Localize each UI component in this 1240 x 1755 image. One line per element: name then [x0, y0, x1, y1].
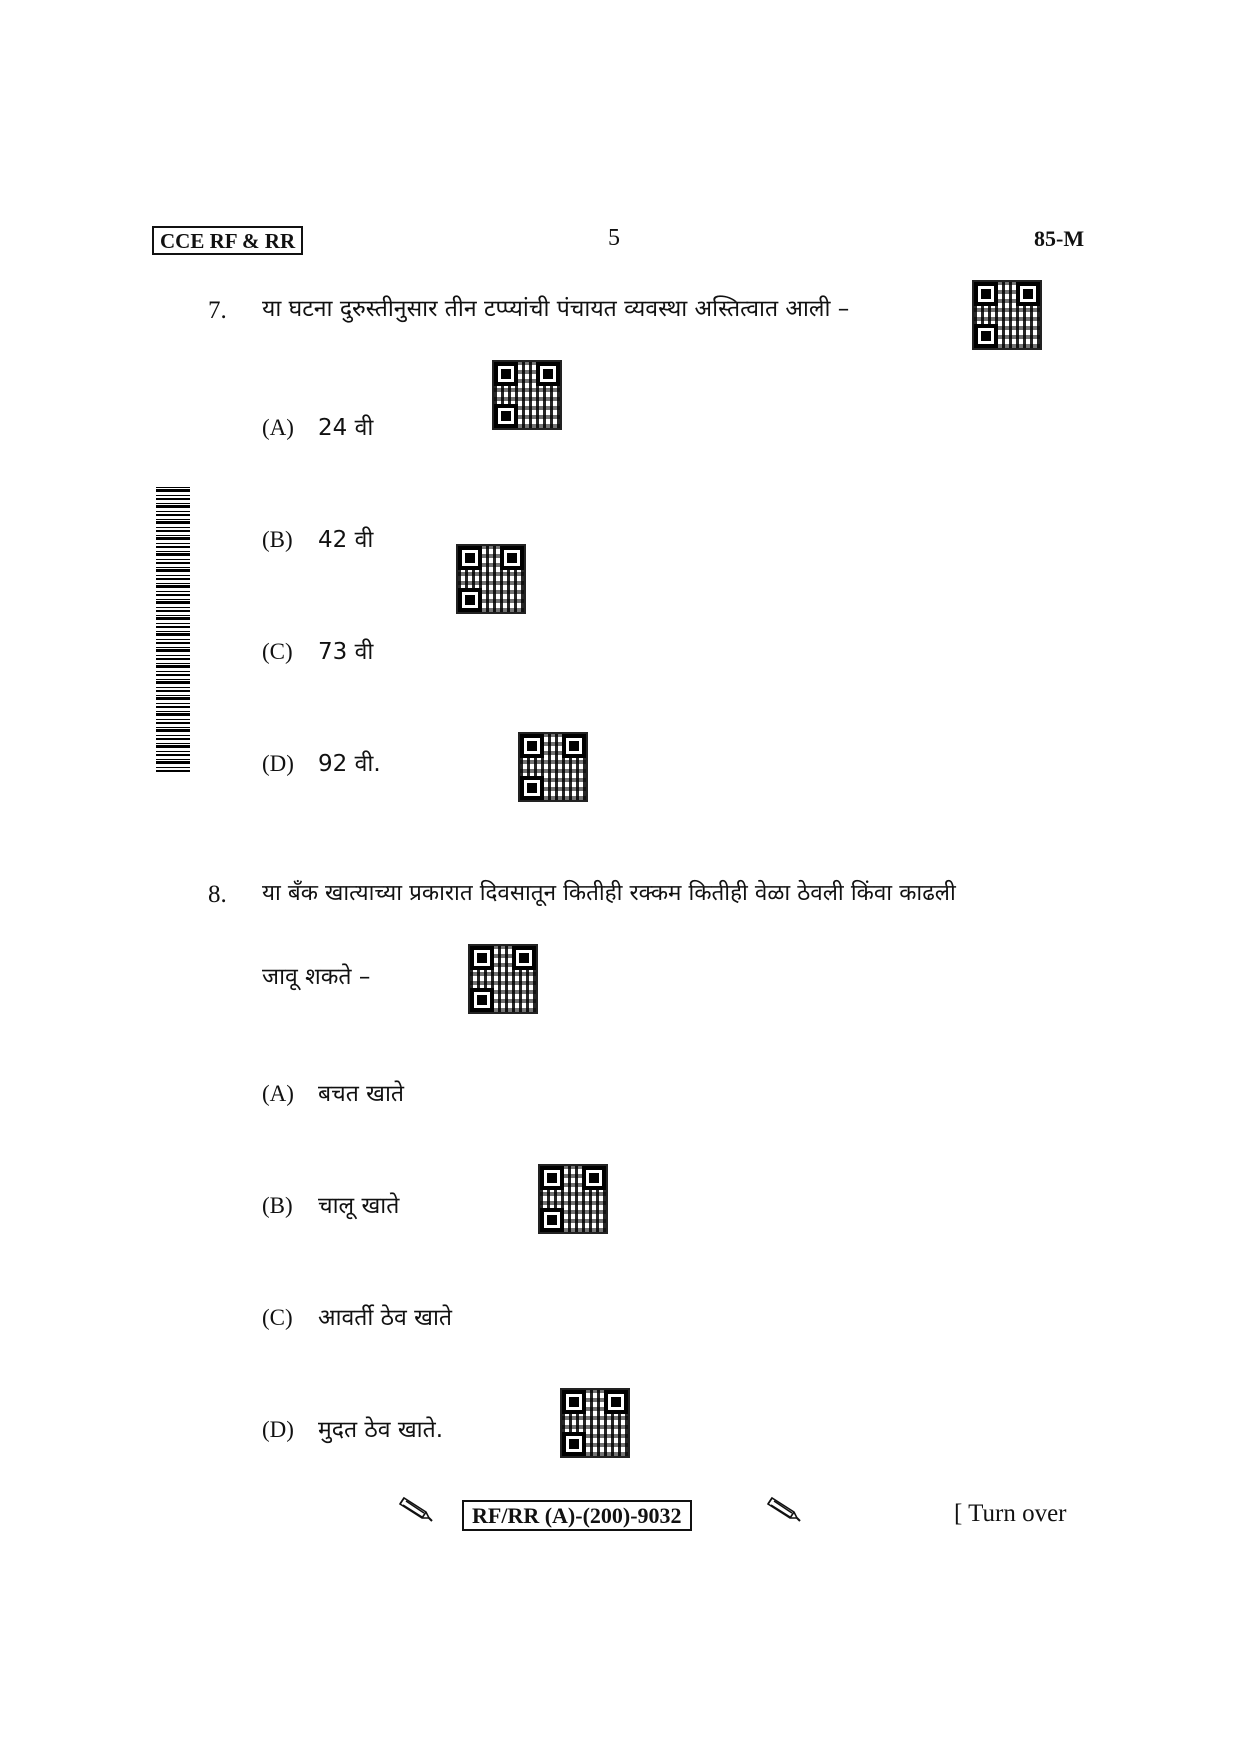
option-text: बचत खाते [318, 1081, 405, 1107]
question-8-option-c[interactable] [262, 1300, 452, 1332]
question-8-option-b[interactable] [262, 1188, 399, 1220]
question-7-option-b[interactable] [262, 522, 373, 554]
footer-code: RF/RR (A)-(200)-9032 [462, 1500, 692, 1531]
option-text: चालू खाते [318, 1193, 400, 1219]
option-text: आवर्ती ठेव खाते [318, 1305, 453, 1331]
paper-code: 85-M [1034, 226, 1085, 251]
turn-over-note: [ Turn over [954, 1500, 1067, 1527]
qr-code-icon [972, 280, 1042, 350]
option-text: 92 वी. [318, 751, 381, 777]
qr-code-icon [492, 360, 562, 430]
question-7-option-c[interactable] [262, 634, 373, 666]
qr-code-icon [538, 1164, 608, 1234]
option-label: (D) [262, 751, 294, 776]
qr-code-icon [456, 544, 526, 614]
barcode-icon [156, 484, 190, 772]
question-8-text-line1: या बँक खात्याच्या प्रकारात दिवसातून कितीही रक्कम कितीही वेळा ठेवली किंवा काढली [262, 880, 956, 906]
question-8-option-d[interactable] [262, 1412, 443, 1444]
question-8-option-a[interactable] [262, 1076, 404, 1108]
series-code: CCE RF & RR [152, 226, 303, 255]
question-7-option-d[interactable] [262, 746, 381, 778]
qr-code-icon [518, 732, 588, 802]
question-7-option-a[interactable] [262, 410, 373, 442]
option-label: (C) [262, 639, 293, 664]
option-text: मुदत ठेव खाते. [318, 1417, 444, 1443]
option-label: (D) [262, 1417, 294, 1442]
question-7-text: या घटना दुरुस्तीनुसार तीन टप्प्यांची पंचायत व्यवस्था अस्तित्वात आली – [262, 296, 850, 322]
option-label: (C) [262, 1305, 293, 1330]
question-7-number: 7. [208, 297, 227, 324]
page-number: 5 [608, 225, 620, 251]
option-text: 24 वी [318, 415, 374, 441]
pencil-icon [764, 1496, 804, 1526]
option-label: (A) [262, 1081, 294, 1106]
option-label: (B) [262, 527, 293, 552]
option-label: (A) [262, 415, 294, 440]
option-text: 42 वी [318, 527, 374, 553]
question-8-text-line2: जावू शकते – [262, 964, 371, 990]
option-text: 73 वी [318, 639, 374, 665]
question-8-number: 8. [208, 881, 227, 908]
qr-code-icon [560, 1388, 630, 1458]
qr-code-icon [468, 944, 538, 1014]
pencil-icon [396, 1496, 436, 1526]
option-label: (B) [262, 1193, 293, 1218]
